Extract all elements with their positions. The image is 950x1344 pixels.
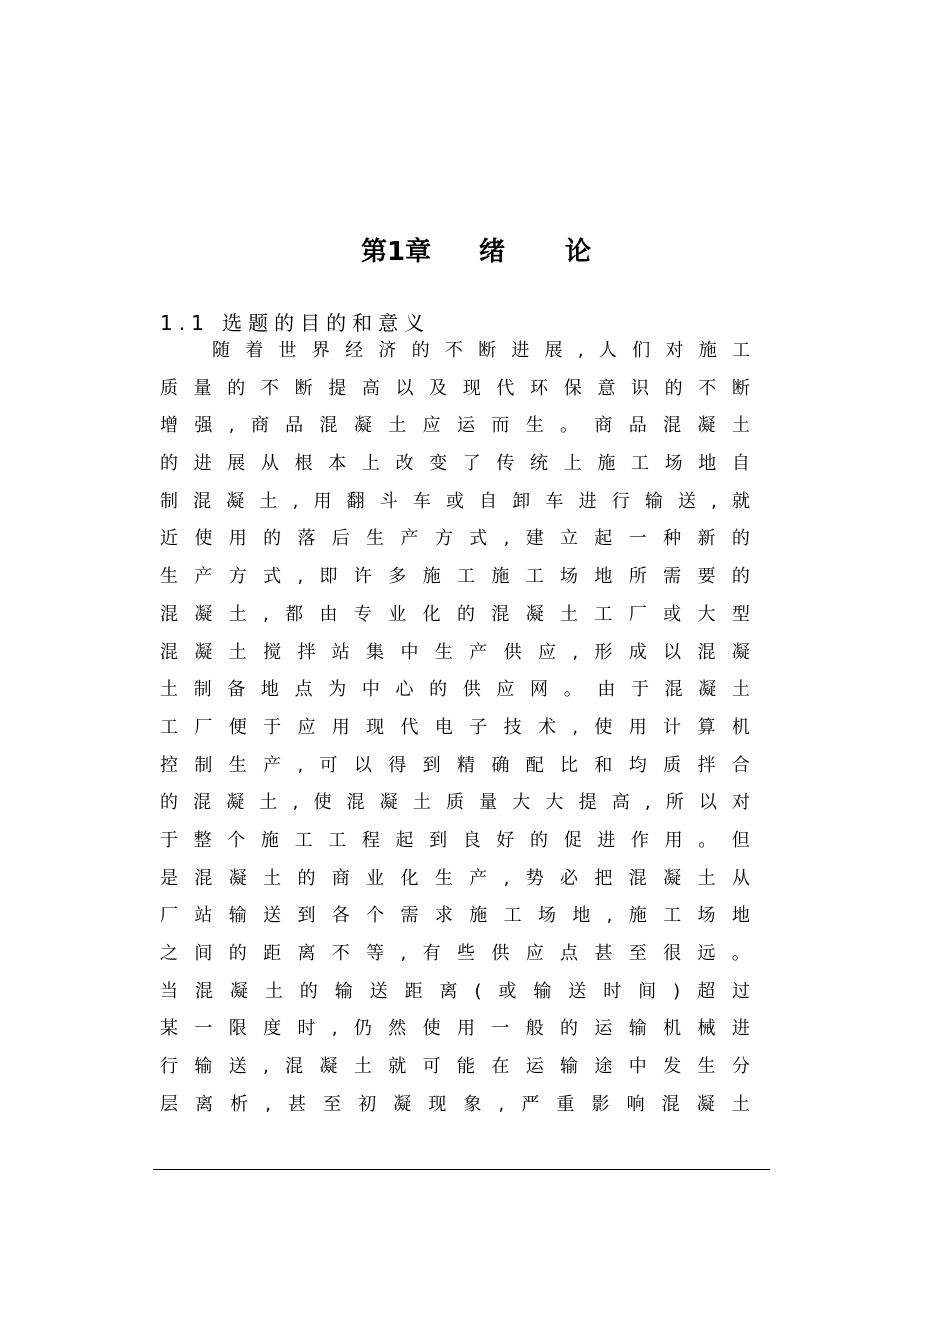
paragraph-line: 随 着 世 界 经 济 的 不 断 进 展 , 人 们 对 施 工 <box>212 340 750 361</box>
paragraph-line: 某 一 限 度 时 , 仍 然 使 用 一 般 的 运 输 机 械 进 <box>160 1018 750 1040</box>
paragraph-line: 是 混 凝 土 的 商 业 化 生 产 , 势 必 把 混 凝 土 从 <box>160 867 750 889</box>
paragraph-line: 控 制 生 产 , 可 以 得 到 精 确 配 比 和 均 质 拌 合 <box>160 754 750 776</box>
paragraph-line: 当 混 凝 土 的 输 送 距 离 ( 或 输 送 时 间 ) 超 过 <box>160 980 750 1002</box>
chapter-title <box>361 232 591 272</box>
paragraph-line: 的 混 凝 土 , 使 混 凝 土 质 量 大 大 提 高 , 所 以 对 <box>160 792 750 814</box>
paragraph-line: 层 离 析 , 甚 至 初 凝 现 象 , 严 重 影 响 混 凝 土 <box>160 1093 750 1115</box>
body-paragraph <box>160 332 750 1123</box>
paragraph-line: 制 混 凝 土 , 用 翻 斗 车 或 自 卸 车 进 行 输 送 , 就 <box>160 490 750 512</box>
chapter-title-part2: 论 <box>565 237 592 267</box>
paragraph-line: 的 进 展 从 根 本 上 改 变 了 传 统 上 施 工 场 地 自 <box>160 453 750 475</box>
footer-divider <box>153 1169 770 1170</box>
paragraph-line: 增 强 , 商 品 混 凝 土 应 运 而 生 。 商 品 混 凝 土 <box>160 415 750 437</box>
chapter-number: 第1章 <box>361 237 432 267</box>
paragraph-line: 近 使 用 的 落 后 生 产 方 式 , 建 立 起 一 种 新 的 <box>160 528 750 550</box>
paragraph-line: 工 厂 便 于 应 用 现 代 电 子 技 术 , 使 用 计 算 机 <box>160 716 750 738</box>
paragraph-line: 混 凝 土 搅 拌 站 集 中 生 产 供 应 , 形 成 以 混 凝 <box>160 641 750 663</box>
paragraph-line: 质 量 的 不 断 提 高 以 及 现 代 环 保 意 识 的 不 断 <box>160 377 750 399</box>
paragraph-line: 厂 站 输 送 到 各 个 需 求 施 工 场 地 , 施 工 场 地 <box>160 905 750 927</box>
paragraph-line: 土 制 备 地 点 为 中 心 的 供 应 网 。 由 于 混 凝 土 <box>160 679 750 701</box>
paragraph-line: 生 产 方 式 , 即 许 多 施 工 施 工 场 地 所 需 要 的 <box>160 566 750 588</box>
paragraph-line: 行 输 送 , 混 凝 土 就 可 能 在 运 输 途 中 发 生 分 <box>160 1056 750 1078</box>
section-heading: 1.1 选题的目的和意义 <box>160 311 431 335</box>
chapter-title-part1: 绪 <box>479 237 506 267</box>
paragraph-line: 之 间 的 距 离 不 等 , 有 些 供 应 点 甚 至 很 远 。 <box>160 943 750 964</box>
paragraph-line: 混 凝 土 , 都 由 专 业 化 的 混 凝 土 工 厂 或 大 型 <box>160 603 750 625</box>
paragraph-line: 于 整 个 施 工 工 程 起 到 良 好 的 促 进 作 用 。 但 <box>160 829 750 851</box>
